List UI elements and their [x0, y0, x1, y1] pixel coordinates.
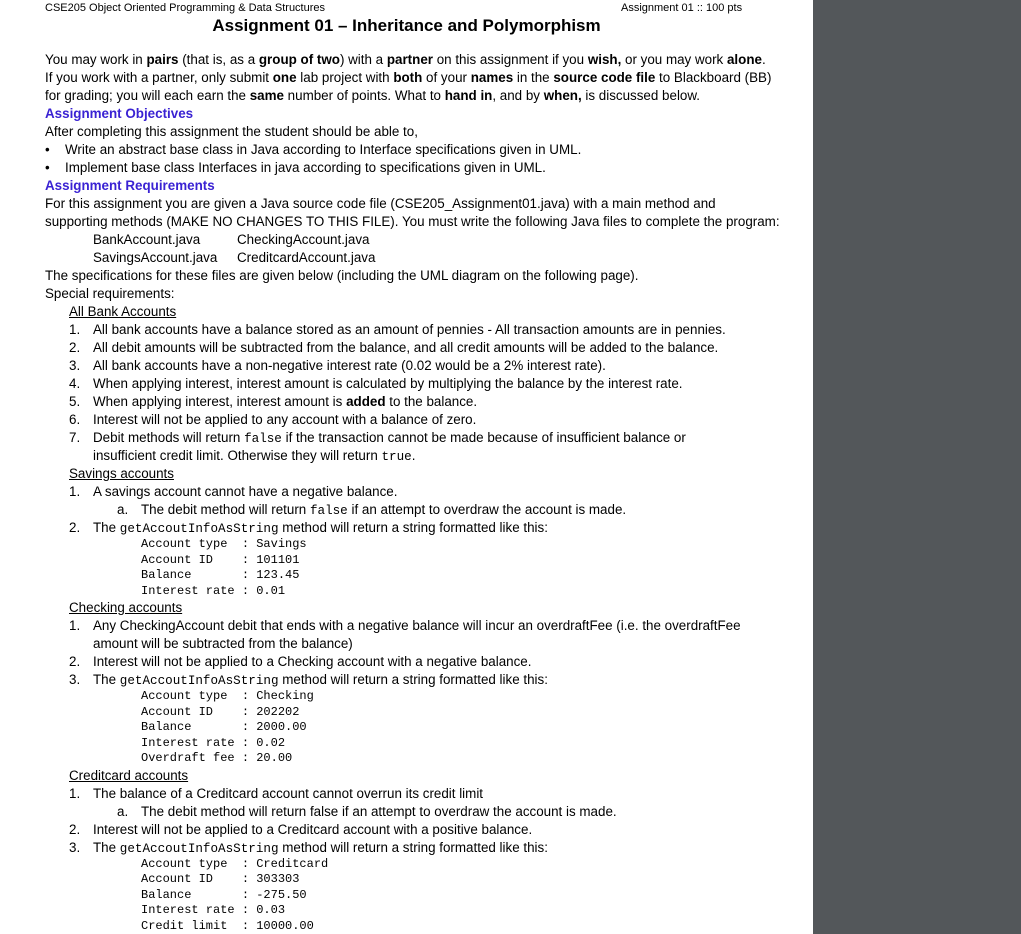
points-header: Assignment 01 :: 100 pts — [621, 2, 743, 14]
objectives-heading: Assignment Objectives — [45, 106, 194, 121]
checking-heading: Checking accounts — [69, 600, 183, 615]
objective-bullet: • Implement base class Interfaces in java according to specifications given in UML. — [45, 160, 546, 175]
course-header: CSE205 Object Oriented Programming & Data Structures — [45, 2, 326, 14]
all-accounts-item: 2. All debit amounts will be subtracted from the balance, and all credit amounts will be added to the balance. — [69, 340, 719, 355]
file-list-row: SavingsAccount.java CreditcardAccount.java — [93, 250, 376, 265]
special-requirements-label: Special requirements: — [45, 286, 175, 301]
objective-bullet: • Write an abstract base class in Java according to Interface specifications given in UML. — [45, 142, 582, 157]
checking-item-cont: amount will be subtracted from the balance) — [93, 636, 353, 651]
intro-line-3: for grading; you will each earn the same number of points. What to hand in, and by when, is discussed below. — [45, 88, 701, 103]
checking-item: 1. Any CheckingAccount debit that ends with a negative balance will incur an overdraftFee (i.e. the overdraftFee — [69, 618, 741, 633]
intro-line-2: If you work with a partner, only submit one lab project with both of your names in the source code file to Blackboard (BB) — [45, 70, 772, 85]
all-accounts-item-cont: insufficient credit limit. Otherwise they will return true. — [93, 448, 416, 464]
requirements-para-2: supporting methods (MAKE NO CHANGES TO THIS FILE). You must write the following Java files to complete the program: — [45, 214, 780, 229]
checking-code-block: Account type : Checking Account ID : 202202 Balance : 2000.00 Interest rate : 0.02 Overdraft fee : 20.00 — [141, 689, 314, 765]
all-accounts-item: 3. All bank accounts have a non-negative interest rate (0.02 would be a 2% interest rate). — [69, 358, 606, 373]
file-list-row: BankAccount.java CheckingAccount.java — [93, 232, 370, 247]
creditcard-item: 1. The balance of a Creditcard account cannot overrun its credit limit — [69, 785, 484, 801]
checking-item: 2. Interest will not be applied to a Checking account with a negative balance. — [69, 654, 532, 669]
creditcard-item: 2. Interest will not be applied to a Creditcard account with a positive balance. — [69, 821, 533, 837]
requirements-para-1: For this assignment you are given a Java source code file (CSE205_Assignment01.java) with a main method and — [45, 196, 716, 211]
savings-heading: Savings accounts — [69, 466, 174, 481]
creditcard-subitem: a. The debit method will return false if an attempt to overdraw the account is made. — [117, 803, 617, 819]
requirements-heading: Assignment Requirements — [45, 178, 215, 193]
document-body — [45, 51, 785, 934]
checking-item: 3. The getAccoutInfoAsString method will return a string formatted like this: — [69, 672, 548, 688]
all-accounts-item: 5. When applying interest, interest amount is added to the balance. — [69, 394, 478, 409]
all-accounts-item: 6. Interest will not be applied to any account with a balance of zero. — [69, 412, 477, 427]
creditcard-heading: Creditcard accounts — [69, 767, 189, 783]
savings-item: 2. The getAccoutInfoAsString method will return a string formatted like this: — [69, 520, 548, 536]
all-accounts-item: 1. All bank accounts have a balance stored as an amount of pennies - All transaction amounts are in pennies. — [69, 322, 726, 337]
creditcard-item: 3. The getAccoutInfoAsString method will return a string formatted like this: — [69, 839, 548, 856]
page-title: Assignment 01 – Inheritance and Polymorphism — [212, 16, 601, 35]
savings-subitem: a. The debit method will return false if an attempt to overdraw the account is made. — [117, 502, 627, 518]
all-accounts-heading: All Bank Accounts — [69, 304, 177, 319]
objectives-lead: After completing this assignment the student should be able to, — [45, 124, 418, 139]
requirements-para-3: The specifications for these files are given below (including the UML diagram on the following page). — [45, 268, 639, 283]
intro-line-1: You may work in pairs (that is, as a group of two) with a partner on this assignment if you wish, or you may work alone. — [45, 52, 766, 67]
creditcard-code-block: Account type : Creditcard Account ID : 303303 Balance : -275.50 Interest rate : 0.03 Credit limit : 10000.00 — [141, 856, 329, 933]
savings-code-block: Account type : Savings Account ID : 101101 Balance : 123.45 Interest rate : 0.01 — [141, 537, 307, 598]
savings-item: 1. A savings account cannot have a negative balance. — [69, 484, 398, 499]
all-accounts-item: 4. When applying interest, interest amount is calculated by multiplying the balance by the interest rate. — [69, 376, 683, 391]
all-accounts-item: 7. Debit methods will return false if the transaction cannot be made because of insufficient balance or — [69, 430, 686, 446]
